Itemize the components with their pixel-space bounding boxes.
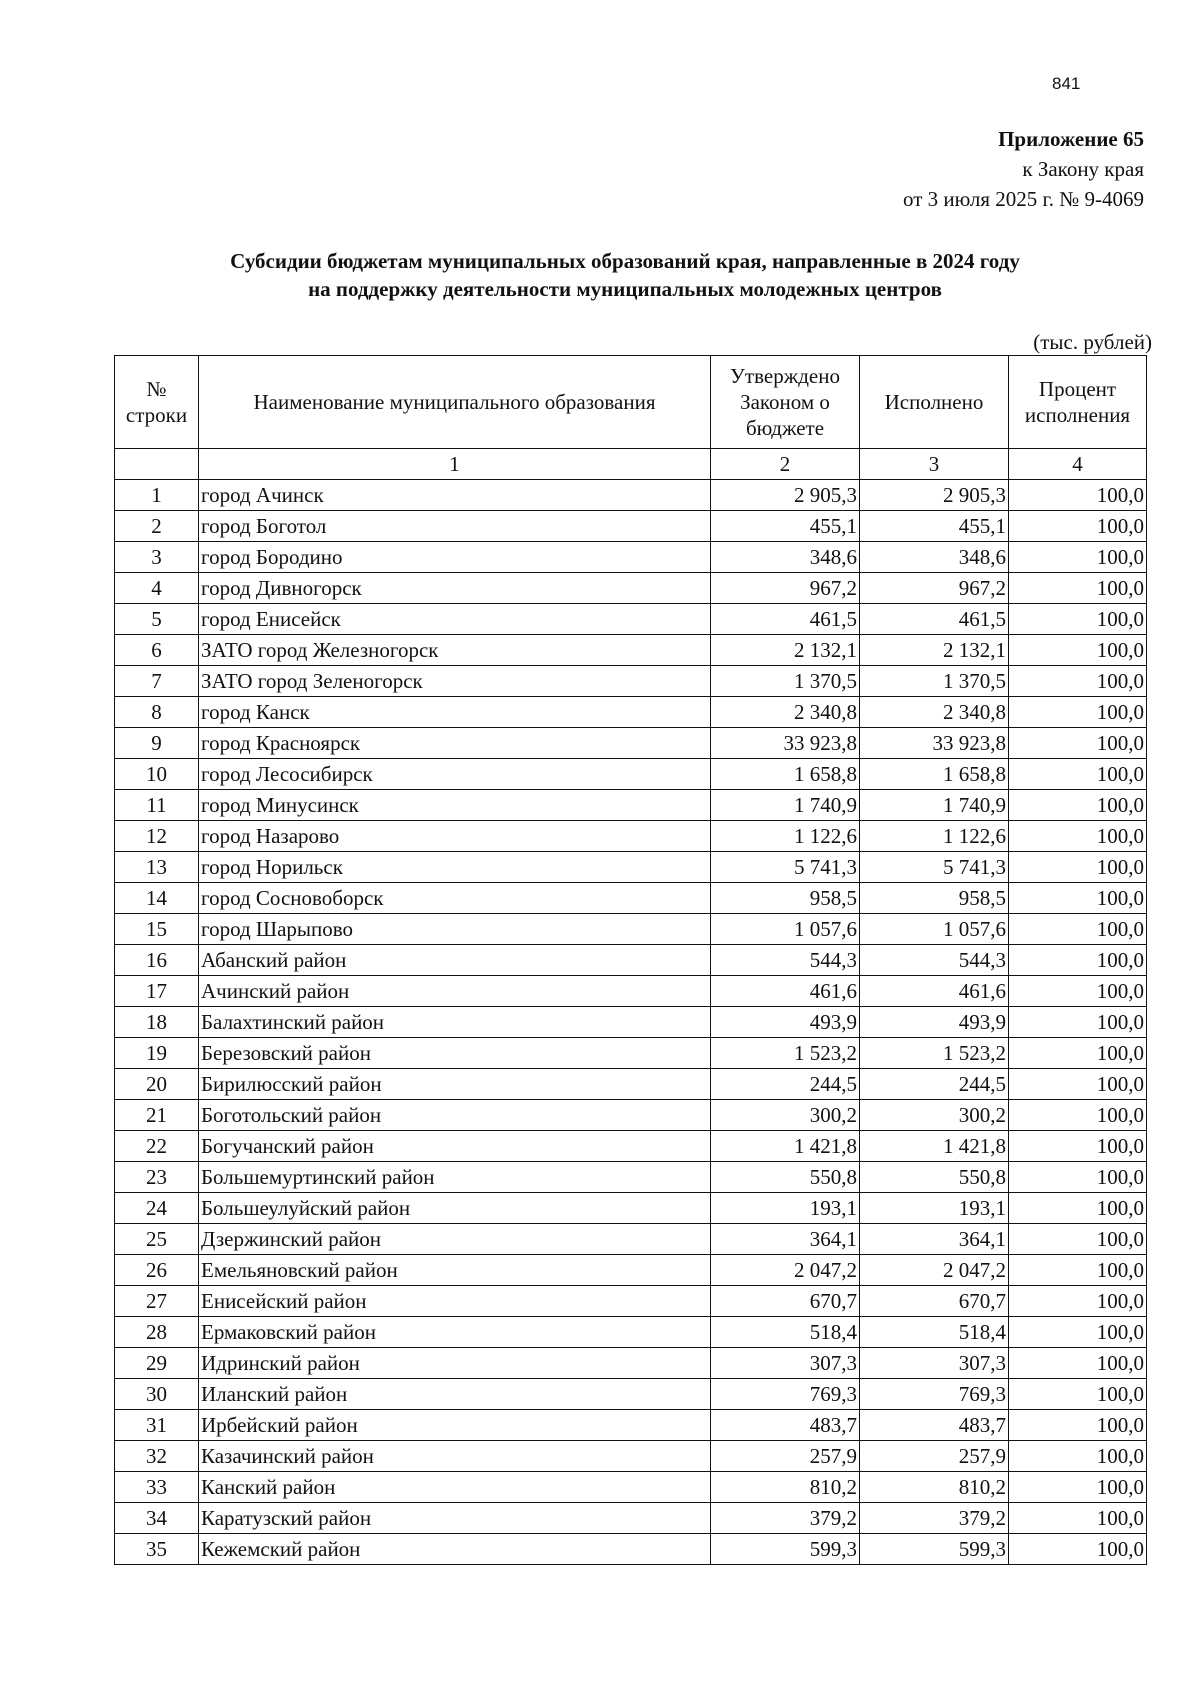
- percent-cell: 100,0: [1009, 1162, 1147, 1193]
- row-number-cell: 15: [115, 914, 199, 945]
- executed-amount-cell: 599,3: [860, 1534, 1009, 1565]
- header-municipality-name: Наименование муниципального образования: [199, 356, 711, 449]
- approved-amount-cell: 2 340,8: [711, 697, 860, 728]
- percent-cell: 100,0: [1009, 1007, 1147, 1038]
- approved-amount-cell: 810,2: [711, 1472, 860, 1503]
- document-title-line-1: Субсидии бюджетам муниципальных образований края, направленные в 2024 году: [230, 249, 1020, 273]
- approved-amount-cell: 544,3: [711, 945, 860, 976]
- row-number-cell: 12: [115, 821, 199, 852]
- table-row: [115, 1100, 1147, 1131]
- approved-amount-cell: 455,1: [711, 511, 860, 542]
- executed-amount-cell: 1 421,8: [860, 1131, 1009, 1162]
- table-row: [115, 697, 1147, 728]
- table-row: [115, 1255, 1147, 1286]
- municipality-name-cell: ЗАТО город Железногорск: [199, 635, 711, 666]
- row-number-cell: 30: [115, 1379, 199, 1410]
- municipality-name-cell: Кежемский район: [199, 1534, 711, 1565]
- approved-amount-cell: 2 905,3: [711, 480, 860, 511]
- executed-amount-cell: 193,1: [860, 1193, 1009, 1224]
- municipality-name-cell: город Канск: [199, 697, 711, 728]
- row-number-cell: 20: [115, 1069, 199, 1100]
- percent-cell: 100,0: [1009, 1348, 1147, 1379]
- percent-cell: 100,0: [1009, 1100, 1147, 1131]
- table-row: [115, 945, 1147, 976]
- table-row: [115, 852, 1147, 883]
- row-number-cell: 25: [115, 1224, 199, 1255]
- row-number-cell: 18: [115, 1007, 199, 1038]
- column-number-row: [115, 449, 1147, 480]
- approved-amount-cell: 33 923,8: [711, 728, 860, 759]
- municipality-name-cell: Балахтинский район: [199, 1007, 711, 1038]
- row-number-cell: 34: [115, 1503, 199, 1534]
- header-percent: Процент исполнения: [1009, 356, 1147, 449]
- municipality-name-cell: город Минусинск: [199, 790, 711, 821]
- row-number-cell: 27: [115, 1286, 199, 1317]
- executed-amount-cell: 1 740,9: [860, 790, 1009, 821]
- row-number-cell: 31: [115, 1410, 199, 1441]
- municipality-name-cell: Казачинский район: [199, 1441, 711, 1472]
- executed-amount-cell: 2 132,1: [860, 635, 1009, 666]
- percent-cell: 100,0: [1009, 1286, 1147, 1317]
- approved-amount-cell: 1 658,8: [711, 759, 860, 790]
- percent-cell: 100,0: [1009, 1255, 1147, 1286]
- row-number-cell: 10: [115, 759, 199, 790]
- header-approved: Утверждено Законом о бюджете: [711, 356, 860, 449]
- approved-amount-cell: 550,8: [711, 1162, 860, 1193]
- table-row: [115, 635, 1147, 666]
- municipality-name-cell: Бирилюсский район: [199, 1069, 711, 1100]
- approved-amount-cell: 348,6: [711, 542, 860, 573]
- table-row: [115, 1224, 1147, 1255]
- table-row: [115, 1441, 1147, 1472]
- column-number: 3: [860, 449, 1009, 480]
- appendix-law-date: от 3 июля 2025 г. № 9-4069: [903, 187, 1144, 211]
- municipality-name-cell: город Бородино: [199, 542, 711, 573]
- percent-cell: 100,0: [1009, 945, 1147, 976]
- executed-amount-cell: 1 057,6: [860, 914, 1009, 945]
- municipality-name-cell: Богучанский район: [199, 1131, 711, 1162]
- appendix-title: Приложение 65: [998, 127, 1144, 151]
- appendix-block: [903, 124, 1144, 214]
- municipality-name-cell: Дзержинский район: [199, 1224, 711, 1255]
- percent-cell: 100,0: [1009, 821, 1147, 852]
- approved-amount-cell: 483,7: [711, 1410, 860, 1441]
- approved-amount-cell: 2 132,1: [711, 635, 860, 666]
- row-number-cell: 9: [115, 728, 199, 759]
- municipality-name-cell: город Ачинск: [199, 480, 711, 511]
- table-row: [115, 1410, 1147, 1441]
- row-number-cell: 16: [115, 945, 199, 976]
- executed-amount-cell: 967,2: [860, 573, 1009, 604]
- approved-amount-cell: 300,2: [711, 1100, 860, 1131]
- executed-amount-cell: 364,1: [860, 1224, 1009, 1255]
- municipality-name-cell: Абанский район: [199, 945, 711, 976]
- column-number: 1: [199, 449, 711, 480]
- executed-amount-cell: 5 741,3: [860, 852, 1009, 883]
- column-number: 4: [1009, 449, 1147, 480]
- table-row: [115, 914, 1147, 945]
- municipality-name-cell: город Шарыпово: [199, 914, 711, 945]
- table-row: [115, 1472, 1147, 1503]
- municipality-name-cell: Ермаковский район: [199, 1317, 711, 1348]
- municipality-name-cell: Ирбейский район: [199, 1410, 711, 1441]
- row-number-cell: 1: [115, 480, 199, 511]
- percent-cell: 100,0: [1009, 1410, 1147, 1441]
- table-row: [115, 1348, 1147, 1379]
- table-row: [115, 604, 1147, 635]
- municipality-name-cell: Енисейский район: [199, 1286, 711, 1317]
- executed-amount-cell: 348,6: [860, 542, 1009, 573]
- municipality-name-cell: Большеулуйский район: [199, 1193, 711, 1224]
- appendix-law-ref: к Закону края: [1022, 157, 1144, 181]
- percent-cell: 100,0: [1009, 1534, 1147, 1565]
- row-number-cell: 26: [115, 1255, 199, 1286]
- subsidies-table: [114, 355, 1147, 1565]
- executed-amount-cell: 33 923,8: [860, 728, 1009, 759]
- percent-cell: 100,0: [1009, 511, 1147, 542]
- approved-amount-cell: 1 057,6: [711, 914, 860, 945]
- approved-amount-cell: 461,5: [711, 604, 860, 635]
- executed-amount-cell: 1 122,6: [860, 821, 1009, 852]
- row-number-cell: 21: [115, 1100, 199, 1131]
- row-number-cell: 8: [115, 697, 199, 728]
- table-row: [115, 1131, 1147, 1162]
- row-number-cell: 24: [115, 1193, 199, 1224]
- row-number-cell: 35: [115, 1534, 199, 1565]
- percent-cell: 100,0: [1009, 1472, 1147, 1503]
- percent-cell: 100,0: [1009, 1379, 1147, 1410]
- percent-cell: 100,0: [1009, 1131, 1147, 1162]
- executed-amount-cell: 550,8: [860, 1162, 1009, 1193]
- units-label: (тыс. рублей): [1033, 330, 1152, 354]
- municipality-name-cell: Емельяновский район: [199, 1255, 711, 1286]
- table-row: [115, 542, 1147, 573]
- executed-amount-cell: 810,2: [860, 1472, 1009, 1503]
- column-number: 2: [711, 449, 860, 480]
- percent-cell: 100,0: [1009, 1317, 1147, 1348]
- header-row-number: № строки: [115, 356, 199, 449]
- row-number-cell: 3: [115, 542, 199, 573]
- row-number-cell: 19: [115, 1038, 199, 1069]
- table-row: [115, 1534, 1147, 1565]
- municipality-name-cell: город Лесосибирск: [199, 759, 711, 790]
- approved-amount-cell: 1 421,8: [711, 1131, 860, 1162]
- percent-cell: 100,0: [1009, 697, 1147, 728]
- row-number-cell: 6: [115, 635, 199, 666]
- row-number-cell: 22: [115, 1131, 199, 1162]
- row-number-cell: 33: [115, 1472, 199, 1503]
- table-row: [115, 821, 1147, 852]
- table-row: [115, 480, 1147, 511]
- percent-cell: 100,0: [1009, 542, 1147, 573]
- table-row: [115, 1379, 1147, 1410]
- executed-amount-cell: 461,6: [860, 976, 1009, 1007]
- percent-cell: 100,0: [1009, 1503, 1147, 1534]
- executed-amount-cell: 544,3: [860, 945, 1009, 976]
- table-row: [115, 1193, 1147, 1224]
- row-number-cell: 23: [115, 1162, 199, 1193]
- page-number: 841: [1052, 74, 1081, 93]
- approved-amount-cell: 5 741,3: [711, 852, 860, 883]
- table-header-row: [115, 356, 1147, 449]
- approved-amount-cell: 518,4: [711, 1317, 860, 1348]
- executed-amount-cell: 461,5: [860, 604, 1009, 635]
- table-row: [115, 1069, 1147, 1100]
- executed-amount-cell: 455,1: [860, 511, 1009, 542]
- municipality-name-cell: Боготольский район: [199, 1100, 711, 1131]
- approved-amount-cell: 244,5: [711, 1069, 860, 1100]
- table-row: [115, 666, 1147, 697]
- municipality-name-cell: Каратузский район: [199, 1503, 711, 1534]
- approved-amount-cell: 364,1: [711, 1224, 860, 1255]
- executed-amount-cell: 670,7: [860, 1286, 1009, 1317]
- executed-amount-cell: 1 523,2: [860, 1038, 1009, 1069]
- approved-amount-cell: 2 047,2: [711, 1255, 860, 1286]
- executed-amount-cell: 769,3: [860, 1379, 1009, 1410]
- approved-amount-cell: 257,9: [711, 1441, 860, 1472]
- percent-cell: 100,0: [1009, 883, 1147, 914]
- percent-cell: 100,0: [1009, 1224, 1147, 1255]
- municipality-name-cell: город Назарово: [199, 821, 711, 852]
- executed-amount-cell: 300,2: [860, 1100, 1009, 1131]
- percent-cell: 100,0: [1009, 604, 1147, 635]
- table-row: [115, 883, 1147, 914]
- executed-amount-cell: 2 047,2: [860, 1255, 1009, 1286]
- municipality-name-cell: город Норильск: [199, 852, 711, 883]
- percent-cell: 100,0: [1009, 573, 1147, 604]
- approved-amount-cell: 461,6: [711, 976, 860, 1007]
- row-number-cell: 7: [115, 666, 199, 697]
- percent-cell: 100,0: [1009, 635, 1147, 666]
- row-number-cell: 14: [115, 883, 199, 914]
- percent-cell: 100,0: [1009, 914, 1147, 945]
- table-row: [115, 1038, 1147, 1069]
- table-row: [115, 1007, 1147, 1038]
- executed-amount-cell: 379,2: [860, 1503, 1009, 1534]
- row-number-cell: 28: [115, 1317, 199, 1348]
- percent-cell: 100,0: [1009, 728, 1147, 759]
- executed-amount-cell: 2 905,3: [860, 480, 1009, 511]
- percent-cell: 100,0: [1009, 976, 1147, 1007]
- percent-cell: 100,0: [1009, 852, 1147, 883]
- municipality-name-cell: Березовский район: [199, 1038, 711, 1069]
- approved-amount-cell: 599,3: [711, 1534, 860, 1565]
- executed-amount-cell: 483,7: [860, 1410, 1009, 1441]
- column-number: [115, 449, 199, 480]
- approved-amount-cell: 493,9: [711, 1007, 860, 1038]
- percent-cell: 100,0: [1009, 1441, 1147, 1472]
- executed-amount-cell: 1 370,5: [860, 666, 1009, 697]
- approved-amount-cell: 958,5: [711, 883, 860, 914]
- table-row: [115, 728, 1147, 759]
- approved-amount-cell: 307,3: [711, 1348, 860, 1379]
- executed-amount-cell: 2 340,8: [860, 697, 1009, 728]
- municipality-name-cell: ЗАТО город Зеленогорск: [199, 666, 711, 697]
- table-row: [115, 1317, 1147, 1348]
- municipality-name-cell: Канский район: [199, 1472, 711, 1503]
- municipality-name-cell: Иланский район: [199, 1379, 711, 1410]
- percent-cell: 100,0: [1009, 480, 1147, 511]
- approved-amount-cell: 193,1: [711, 1193, 860, 1224]
- percent-cell: 100,0: [1009, 790, 1147, 821]
- row-number-cell: 4: [115, 573, 199, 604]
- row-number-cell: 13: [115, 852, 199, 883]
- municipality-name-cell: город Дивногорск: [199, 573, 711, 604]
- approved-amount-cell: 769,3: [711, 1379, 860, 1410]
- executed-amount-cell: 958,5: [860, 883, 1009, 914]
- table-row: [115, 759, 1147, 790]
- table-row: [115, 511, 1147, 542]
- table-row: [115, 1162, 1147, 1193]
- approved-amount-cell: 1 370,5: [711, 666, 860, 697]
- row-number-cell: 17: [115, 976, 199, 1007]
- municipality-name-cell: Большемуртинский район: [199, 1162, 711, 1193]
- document-title-line-2: на поддержку деятельности муниципальных молодежных центров: [308, 277, 942, 301]
- approved-amount-cell: 379,2: [711, 1503, 860, 1534]
- row-number-cell: 32: [115, 1441, 199, 1472]
- row-number-cell: 2: [115, 511, 199, 542]
- municipality-name-cell: город Енисейск: [199, 604, 711, 635]
- executed-amount-cell: 493,9: [860, 1007, 1009, 1038]
- executed-amount-cell: 1 658,8: [860, 759, 1009, 790]
- executed-amount-cell: 257,9: [860, 1441, 1009, 1472]
- percent-cell: 100,0: [1009, 1193, 1147, 1224]
- approved-amount-cell: 1 523,2: [711, 1038, 860, 1069]
- municipality-name-cell: город Боготол: [199, 511, 711, 542]
- table-row: [115, 573, 1147, 604]
- table-row: [115, 976, 1147, 1007]
- table-row: [115, 1503, 1147, 1534]
- executed-amount-cell: 244,5: [860, 1069, 1009, 1100]
- percent-cell: 100,0: [1009, 759, 1147, 790]
- row-number-cell: 29: [115, 1348, 199, 1379]
- header-executed: Исполнено: [860, 356, 1009, 449]
- document-title: [0, 247, 1200, 303]
- executed-amount-cell: 307,3: [860, 1348, 1009, 1379]
- row-number-cell: 5: [115, 604, 199, 635]
- percent-cell: 100,0: [1009, 1069, 1147, 1100]
- table-row: [115, 1286, 1147, 1317]
- percent-cell: 100,0: [1009, 666, 1147, 697]
- approved-amount-cell: 967,2: [711, 573, 860, 604]
- municipality-name-cell: Ачинский район: [199, 976, 711, 1007]
- municipality-name-cell: город Сосновоборск: [199, 883, 711, 914]
- row-number-cell: 11: [115, 790, 199, 821]
- executed-amount-cell: 518,4: [860, 1317, 1009, 1348]
- table-row: [115, 790, 1147, 821]
- approved-amount-cell: 1 122,6: [711, 821, 860, 852]
- percent-cell: 100,0: [1009, 1038, 1147, 1069]
- municipality-name-cell: Идринский район: [199, 1348, 711, 1379]
- approved-amount-cell: 670,7: [711, 1286, 860, 1317]
- municipality-name-cell: город Красноярск: [199, 728, 711, 759]
- approved-amount-cell: 1 740,9: [711, 790, 860, 821]
